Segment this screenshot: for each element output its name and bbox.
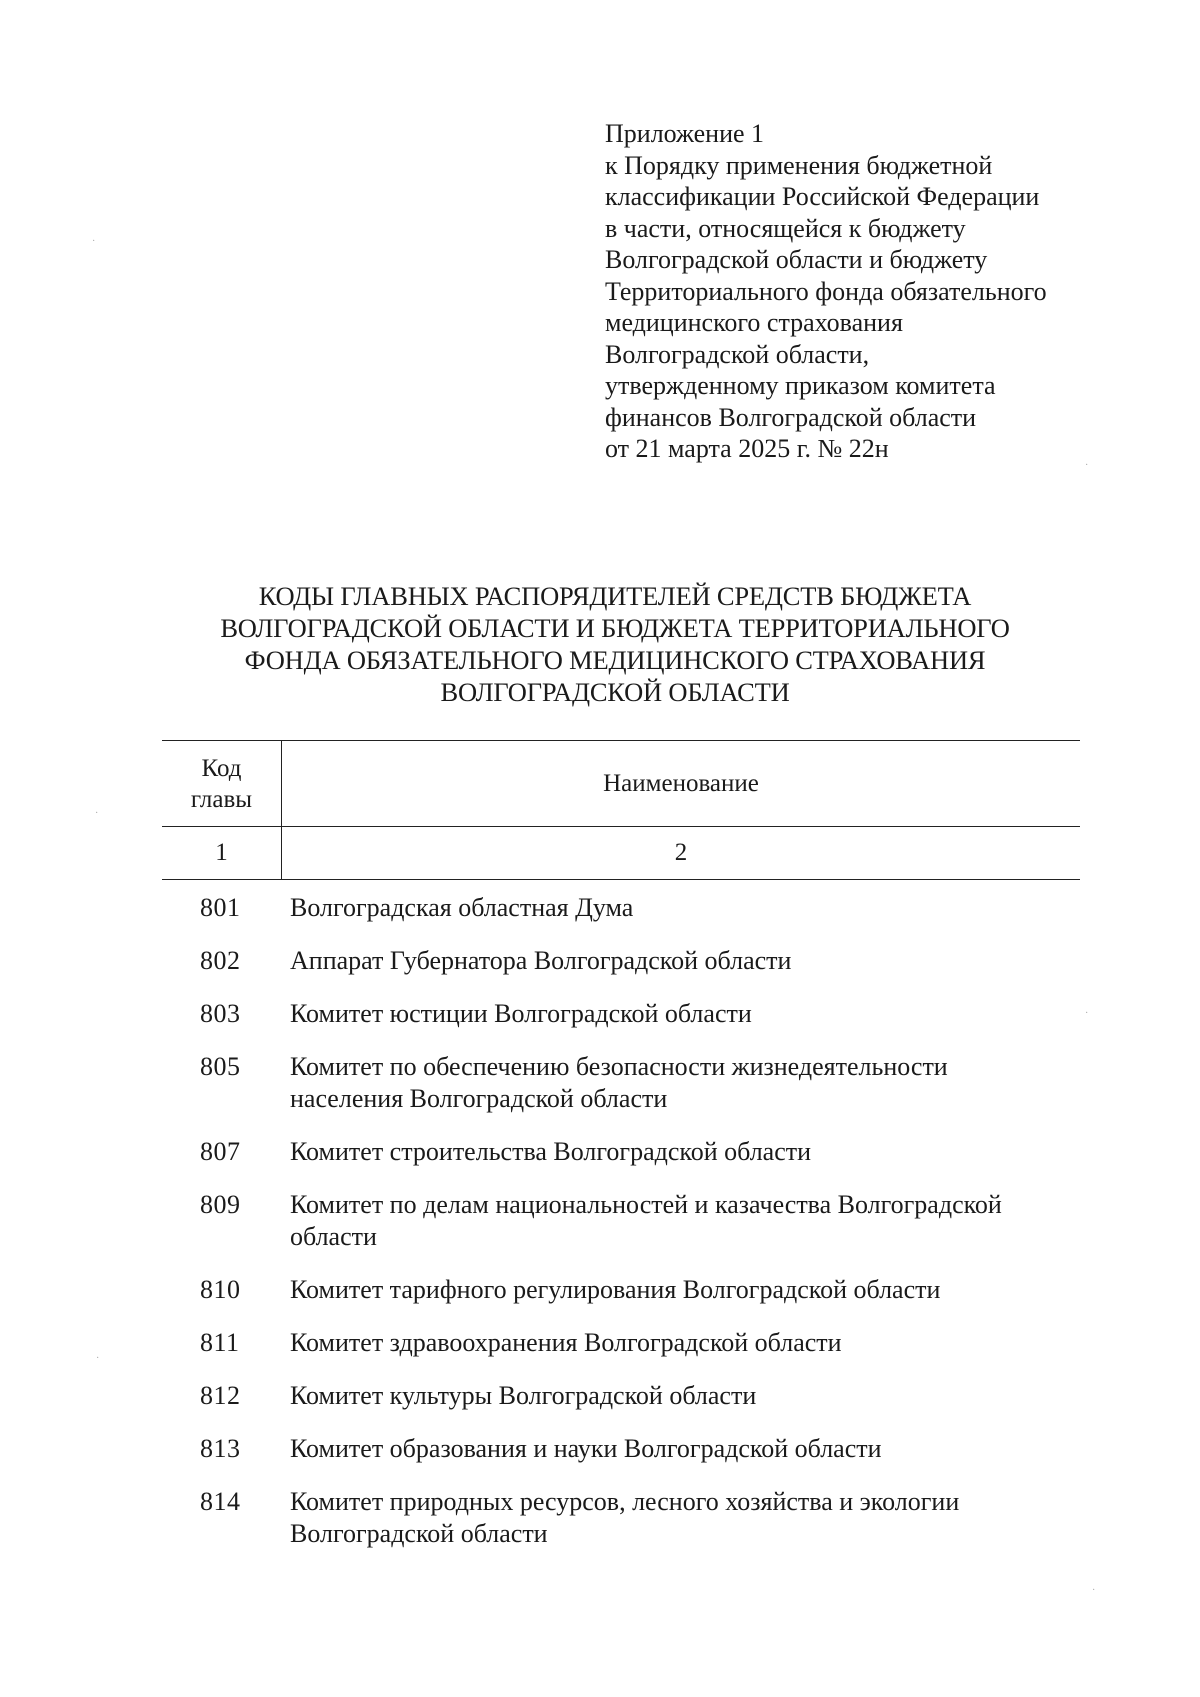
row-code: 803	[200, 999, 241, 1028]
row-name-line: Волгоградская областная Дума	[290, 893, 634, 922]
appendix-line: Приложение 1	[605, 119, 765, 148]
table-header	[162, 740, 1080, 880]
title-line: ВОЛГОГРАДСКОЙ ОБЛАСТИ	[440, 677, 790, 707]
header-code-line: главы	[190, 785, 253, 813]
row-name-line: Комитет образования и науки Волгоградской области	[290, 1434, 882, 1463]
appendix-line: медицинского страхования	[605, 308, 903, 337]
row-code: 813	[200, 1434, 241, 1463]
header-row	[162, 741, 1080, 827]
row-name-line: Комитет тарифного регулирования Волгоградской области	[290, 1275, 941, 1304]
title-line: КОДЫ ГЛАВНЫХ РАСПОРЯДИТЕЛЕЙ СРЕДСТВ БЮДЖЕТА	[258, 581, 972, 611]
title-line: ВОЛГОГРАДСКОЙ ОБЛАСТИ И БЮДЖЕТА ТЕРРИТОРИАЛЬНОГО	[220, 613, 1010, 643]
header-code-cell	[162, 741, 282, 826]
row-name	[282, 1486, 1080, 1550]
table-row	[162, 1274, 1080, 1306]
scan-speck: ·	[1085, 1008, 1089, 1019]
row-name-line: Комитет природных ресурсов, лесного хозяйства и экологии	[290, 1487, 960, 1516]
table-row	[162, 892, 1080, 924]
scan-speck: ·	[1085, 460, 1089, 471]
row-name-line: Комитет по обеспечению безопасности жизнедеятельности	[290, 1052, 948, 1081]
appendix-line: Волгоградской области,	[605, 339, 870, 369]
table-row	[162, 998, 1080, 1030]
row-name-line: населения Волгоградской области	[290, 1084, 668, 1113]
appendix-line: финансов Волгоградской области	[605, 402, 977, 432]
table-row	[162, 1486, 1080, 1550]
table-row	[162, 1051, 1080, 1115]
row-code: 805	[200, 1052, 241, 1081]
appendix-line: от 21 марта 2025 г. № 22н	[605, 434, 889, 463]
row-name	[282, 998, 1080, 1030]
scan-speck: ·	[95, 808, 99, 819]
row-code: 814	[200, 1487, 241, 1516]
row-name	[282, 1433, 1080, 1465]
table-body	[162, 892, 1080, 1550]
appendix-line: Волгоградской области и бюджету	[605, 245, 988, 274]
table-row	[162, 1327, 1080, 1359]
table-row	[162, 945, 1080, 977]
scan-speck: ·	[96, 1353, 100, 1364]
appendix-line: к Порядку применения бюджетной	[605, 150, 993, 180]
row-code: 811	[200, 1328, 240, 1357]
row-name	[282, 1136, 1080, 1168]
row-name	[282, 1189, 1080, 1253]
appendix-line: Территориального фонда обязательного	[605, 276, 1047, 306]
appendix-line: классификации Российской Федерации	[605, 182, 1040, 211]
row-code: 810	[200, 1275, 241, 1304]
row-name	[282, 1380, 1080, 1412]
row-code: 802	[200, 946, 241, 975]
row-name-line: Комитет строительства Волгоградской области	[290, 1137, 812, 1166]
row-name-line: Комитет культуры Волгоградской области	[290, 1381, 757, 1410]
document-title	[150, 580, 1080, 708]
header-name-cell: Наименование	[603, 770, 759, 797]
row-code: 812	[200, 1381, 241, 1410]
header-number-row	[162, 827, 1080, 880]
row-name	[282, 1327, 1080, 1359]
row-name-line: Комитет юстиции Волгоградской области	[290, 999, 752, 1028]
row-name	[282, 945, 1080, 977]
header-code-line: Код	[201, 754, 242, 782]
row-name-line: Комитет по делам национальностей и казачества Волгоградской	[290, 1190, 1002, 1219]
table-row	[162, 1380, 1080, 1412]
title-line: ФОНДА ОБЯЗАТЕЛЬНОГО МЕДИЦИНСКОГО СТРАХОВАНИЯ	[244, 645, 986, 675]
header-number-2: 2	[674, 839, 688, 866]
table-row	[162, 1433, 1080, 1465]
header-number-1: 1	[162, 827, 282, 879]
table-row	[162, 1136, 1080, 1168]
appendix-line: утвержденному приказом комитета	[605, 371, 996, 400]
row-name-line: Комитет здравоохранения Волгоградской области	[290, 1328, 842, 1357]
row-name	[282, 1051, 1080, 1115]
scan-speck: ·	[1092, 1585, 1096, 1596]
row-name-line: Аппарат Губернатора Волгоградской области	[290, 946, 792, 975]
codes-table	[162, 740, 1080, 1571]
appendix-block	[605, 118, 1125, 465]
row-name	[282, 1274, 1080, 1306]
appendix-line: в части, относящейся к бюджету	[605, 213, 966, 243]
row-code: 809	[200, 1190, 241, 1219]
scan-speck: ·	[92, 236, 96, 247]
row-code: 801	[200, 893, 241, 922]
row-code: 807	[200, 1137, 241, 1166]
row-name-line: области	[290, 1222, 377, 1251]
row-name	[282, 892, 1080, 924]
table-row	[162, 1189, 1080, 1253]
row-name-line: Волгоградской области	[290, 1519, 548, 1548]
